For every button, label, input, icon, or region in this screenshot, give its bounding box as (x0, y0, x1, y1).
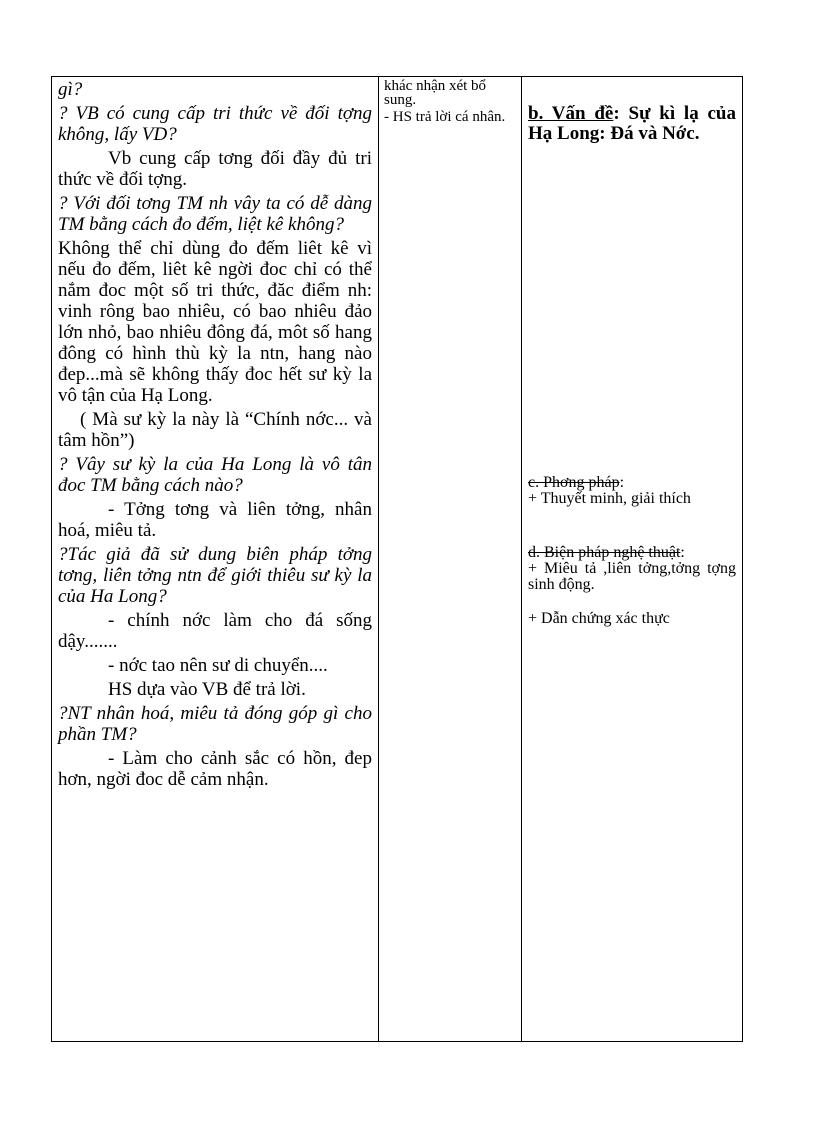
section-phuongphap-heading: c. Phơng pháp: (528, 474, 625, 491)
left-paragraph: - chính nớc làm cho đá sống dậy....... (58, 610, 372, 652)
section-bienphap-heading: d. Biện pháp nghệ thuật: (528, 544, 685, 561)
phuongphap-label: c. Phơng pháp (528, 474, 620, 491)
left-paragraph: - Tởng tơng và liên tởng, nhân hoá, miêu tả. (58, 499, 372, 541)
content-column (522, 77, 743, 1042)
left-paragraph: ? Vây sư kỳ la của Ha Long là vô tân đoc TM bằng cách nào? (58, 454, 372, 496)
left-column-content (58, 79, 372, 790)
bienphap-item-1: + Miêu tả ,liên tởng,tởng tợng sinh động. (528, 560, 736, 593)
bienphap-label: d. Biện pháp nghệ thuật (528, 544, 681, 561)
left-paragraph: ?NT nhân hoá, miêu tả đóng góp gì cho phần TM? (58, 703, 372, 745)
left-paragraph: Vb cung cấp tơng đối đầy đủ tri thức về đối tợng. (58, 148, 372, 190)
lesson-table (51, 76, 743, 1042)
vande-text: : Sự kì lạ của Hạ Long: Đá và Nớc. (528, 103, 737, 144)
vande-label: b. Vấn đề (528, 103, 614, 124)
left-paragraph: ? Với đối tơng TM nh vây ta có dễ dàng TM bằng cách đo đếm, liệt kê không? (58, 193, 372, 235)
left-paragraph: - nớc tao nên sư di chuyển.... (108, 655, 328, 676)
middle-note-2: - HS trả lời cá nhân. (384, 109, 506, 125)
left-paragraph: HS dựa vào VB để trả lời. (108, 679, 306, 700)
student-response-column (379, 77, 522, 1042)
bienphap-item-2: + Dẫn chứng xác thực (528, 610, 670, 627)
phuongphap-text: + Thuyết minh, giải thích (528, 490, 691, 507)
table-row (52, 77, 743, 1042)
left-paragraph: - Làm cho cảnh sắc có hồn, đep hơn, ngời đoc dễ cảm nhận. (58, 748, 372, 790)
left-paragraph: ?Tác giả đã sử dung biên pháp tởng tơng, liên tởng ntn để giới thiêu sư kỳ la của Ha Long? (58, 544, 372, 607)
teacher-student-activity-column (52, 77, 379, 1042)
section-vande (528, 104, 736, 144)
left-paragraph: gì? (58, 79, 83, 100)
left-paragraph: Không thể chỉ dùng đo đếm liêt kê vì nếu đo đếm, liêt kê ngời đoc chỉ có thể nắm đoc một số tri thức, đăc điểm nh: vinh rông bao nhiêu, có bao nhiêu đảo lớn nhỏ, bao nhiêu đông đá, môt số hang đông có hình thù kỳ la ntn, hang nào đep...mà sẽ không thấy đoc hết sư kỳ la vô tận của Hạ Long. (58, 238, 372, 406)
middle-note-1: khác nhận xét bổ sung. (384, 78, 487, 108)
left-paragraph: ? VB có cung cấp tri thức về đối tợng không, lấy VD? (58, 103, 372, 145)
left-paragraph: ( Mà sư kỳ la này là “Chính nớc... và tâm hồn”) (58, 409, 372, 451)
